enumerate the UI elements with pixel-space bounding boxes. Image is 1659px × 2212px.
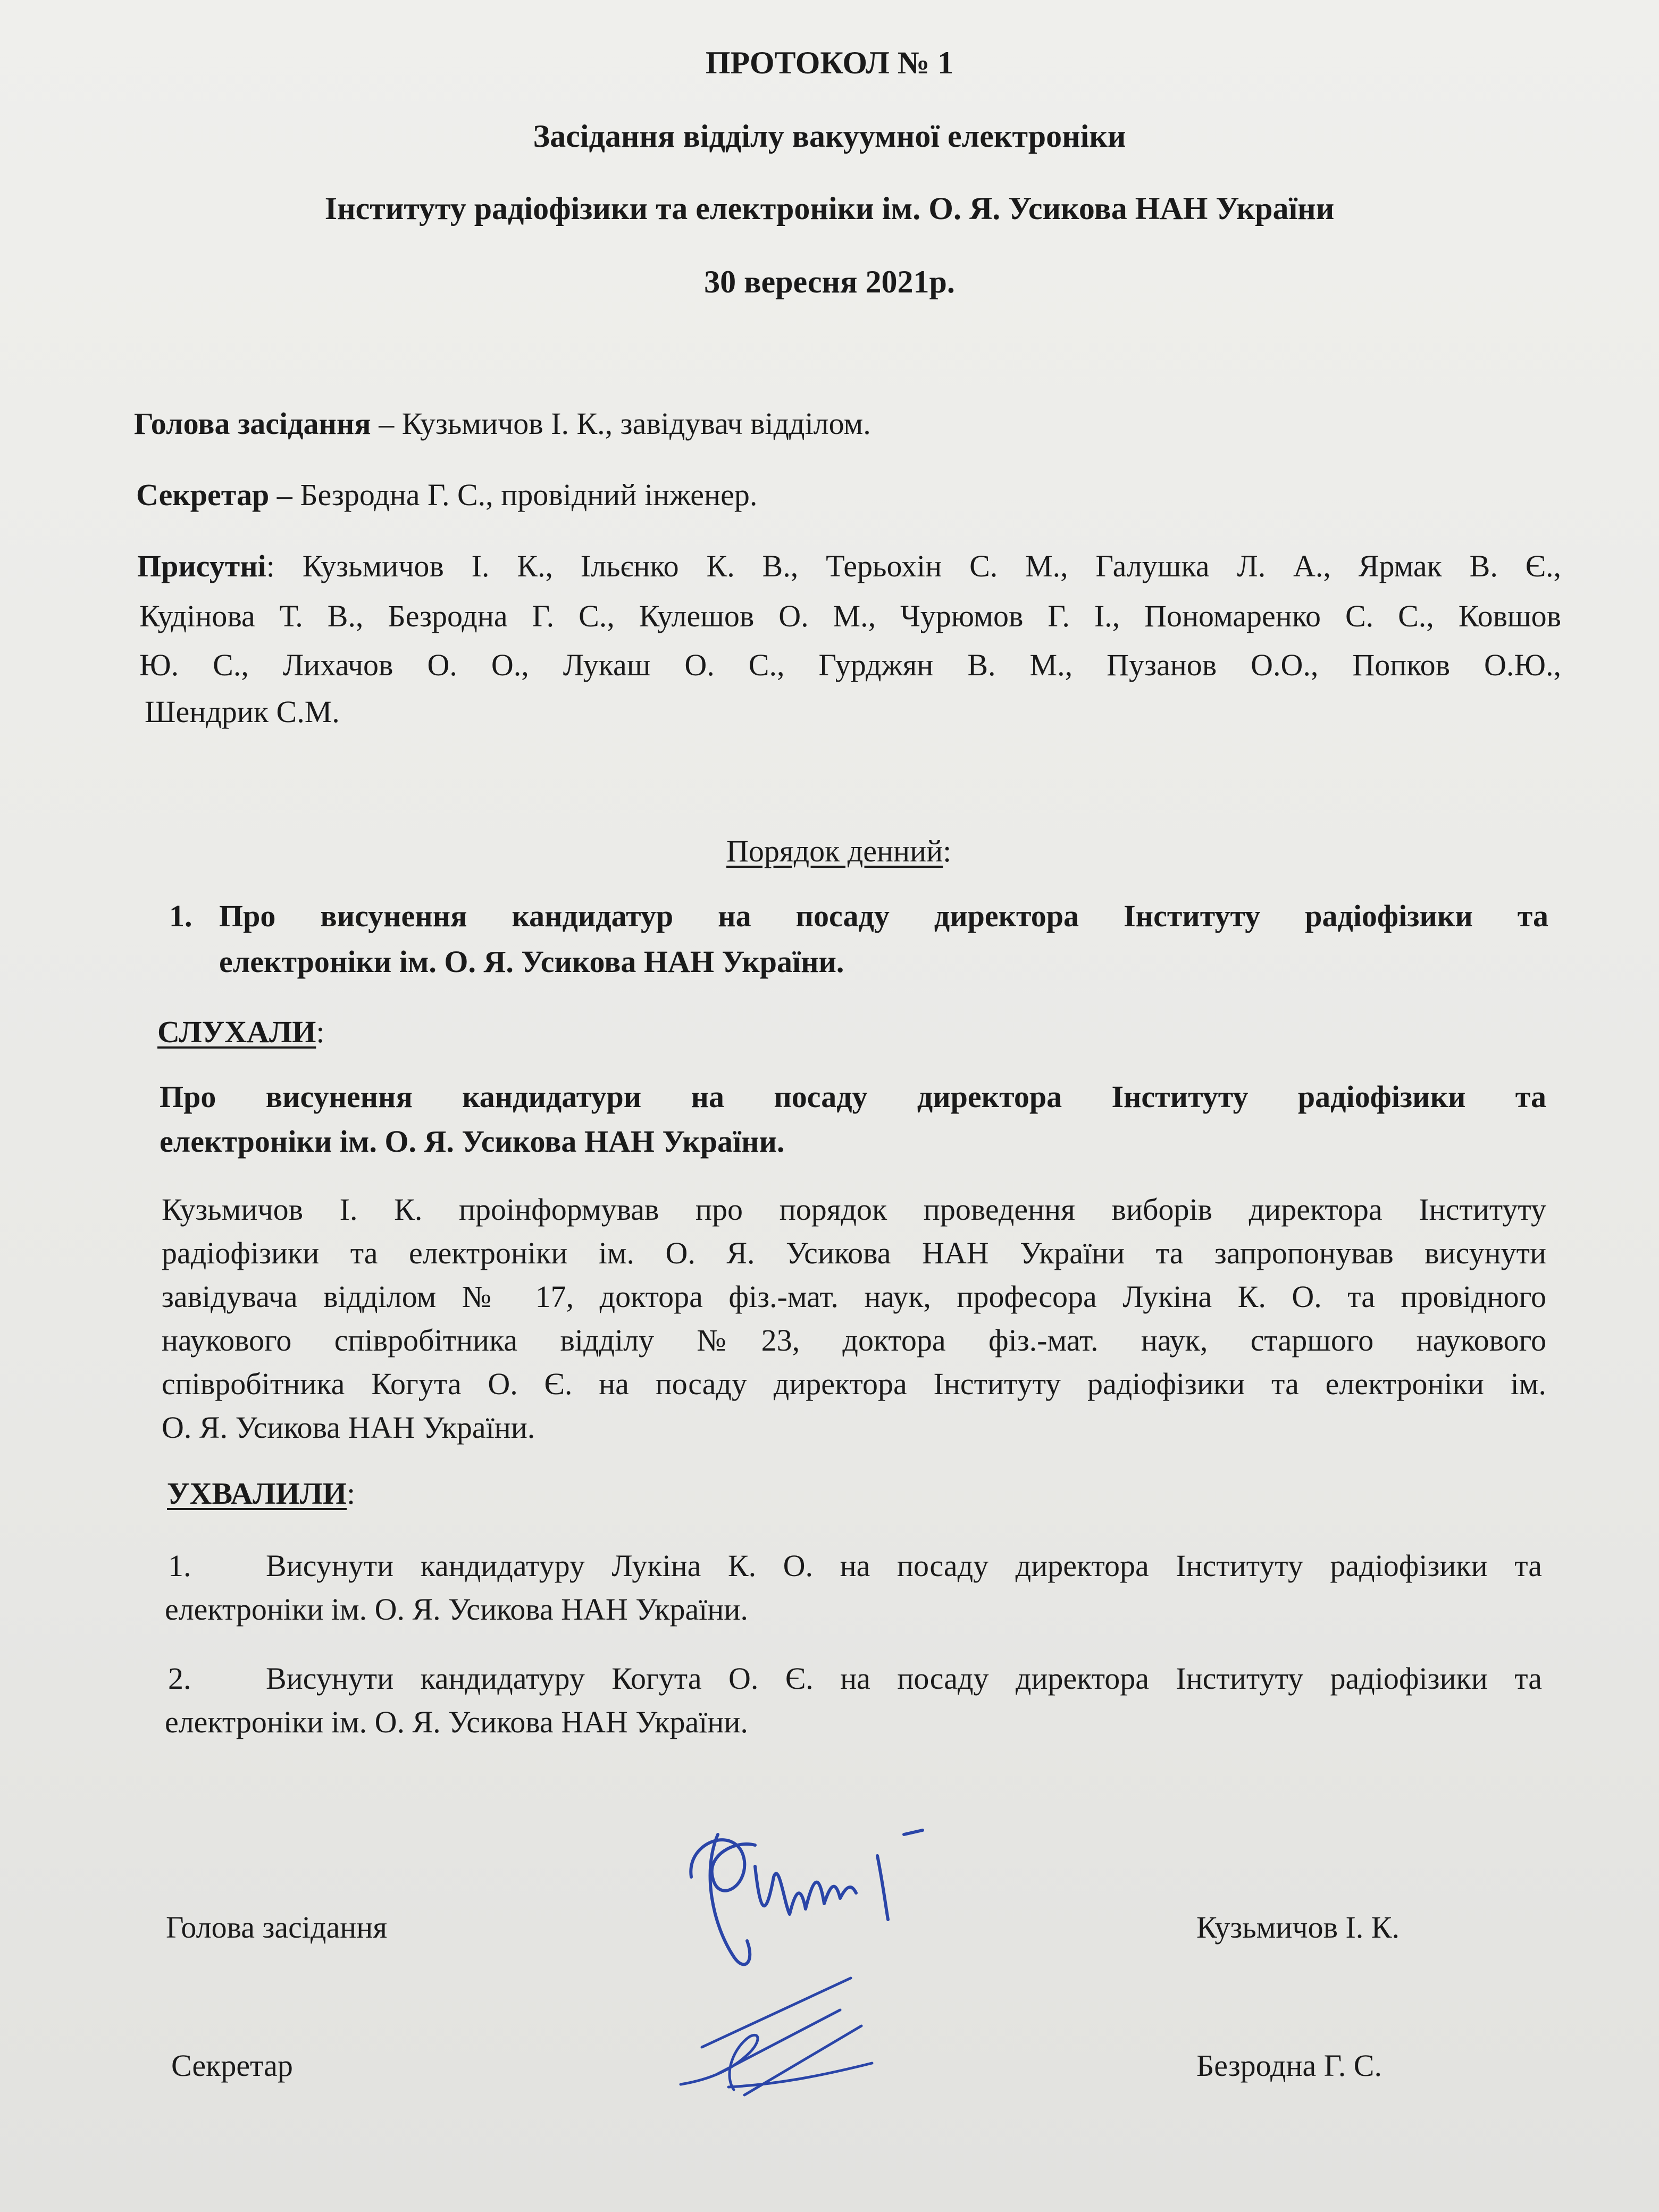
meeting-subtitle: Засідання відділу вакуумної електроніки [533,119,1126,154]
heard-topic-line-1: Про висунення кандидатури на посаду директора Інституту радіофізики та [160,1079,1546,1114]
resolved-item-2-number: 2. [168,1661,191,1696]
agenda-item-number: 1. [169,899,192,933]
signature-chair-name: Кузьмичов І. К. [1196,1910,1400,1945]
secretary-label: Секретар [136,477,270,512]
heard-body-line-3: завідувача відділом № 17, доктора фіз.-мат. наук, професора Лукіна К. О. та провідного [162,1279,1546,1314]
agenda-item-line-1: Про висунення кандидатур на посаду директора Інституту радіофізики та [219,899,1548,933]
secretary-line [136,477,758,512]
present-line-3: Ю. С., Лихачов О. О., Лукаш О. С., Гурджян В. М., Пузанов О.О., Попков О.Ю., [139,648,1561,682]
chair-line [134,408,871,439]
protocol-title: ПРОТОКОЛ № 1 [705,45,954,80]
secretary-text: – Безродна Г. С., провідний інженер. [269,477,758,512]
signature-secretary-name: Безродна Г. С. [1196,2048,1382,2083]
agenda-item-line-2: електроніки ім. О. Я. Усикова НАН України. [219,944,844,979]
present-line-2: Кудінова Т. В., Безродна Г. С., Кулешов О. М., Чурюмов Г. І., Пономаренко С. С., Ковшов [139,599,1561,633]
signature-secretary-label: Секретар [171,2048,293,2083]
resolved-item-1-line-2: електроніки ім. О. Я. Усикова НАН України. [165,1592,748,1627]
secretary-signature [670,1967,893,2116]
present-line-4: Шендрик С.М. [145,694,340,729]
resolved-item-1-number: 1. [168,1548,191,1583]
signature-chair-label: Голова засідання [166,1910,387,1945]
chair-label: Голова засідання [134,406,371,441]
present-label: Присутні [137,549,266,583]
heard-body-line-6: О. Я. Усикова НАН України. [162,1410,535,1445]
institute-subtitle: Інституту радіофізики та електроніки ім. О. Я. Усикова НАН України [324,191,1335,226]
heard-body-line-2: радіофізики та електроніки ім. О. Я. Усикова НАН України та запропонував висунути [162,1236,1546,1270]
agenda-heading: Порядок денний: [726,834,952,868]
resolved-item-1-line-1: Висунути кандидатуру Лукіна К. О. на посаду директора Інституту радіофізики та [266,1548,1542,1583]
chair-text: – Кузьмичов І. К., завідувач відділом. [371,406,871,441]
resolved-item-2-line-2: електроніки ім. О. Я. Усикова НАН України. [165,1705,748,1739]
heard-heading: СЛУХАЛИ: [157,1015,325,1049]
heard-body-line-1: Кузьмичов І. К. проінформував про порядок проведення виборів директора Інституту [162,1192,1546,1227]
heard-body-line-4: наукового співробітника відділу №23, доктора фіз.-мат. наук, старшого наукового [162,1323,1546,1358]
meeting-date: 30 вересня 2021р. [704,264,955,299]
heard-body-line-5: співробітника Когута О. Є. на посаду директора Інституту радіофізики та електроніки ім. [162,1367,1546,1401]
present-line-1: Присутні: Кузьмичов І. К., Ільєнко К. В., Терьохін С. М., Галушка Л. А., Ярмак В. Є., [137,549,1561,583]
resolved-heading: УХВАЛИЛИ: [167,1476,356,1511]
resolved-item-2-line-1: Висунути кандидатуру Когута О. Є. на посаду директора Інституту радіофізики та [266,1661,1542,1696]
heard-topic-line-2: електроніки ім. О. Я. Усикова НАН України. [160,1124,785,1159]
